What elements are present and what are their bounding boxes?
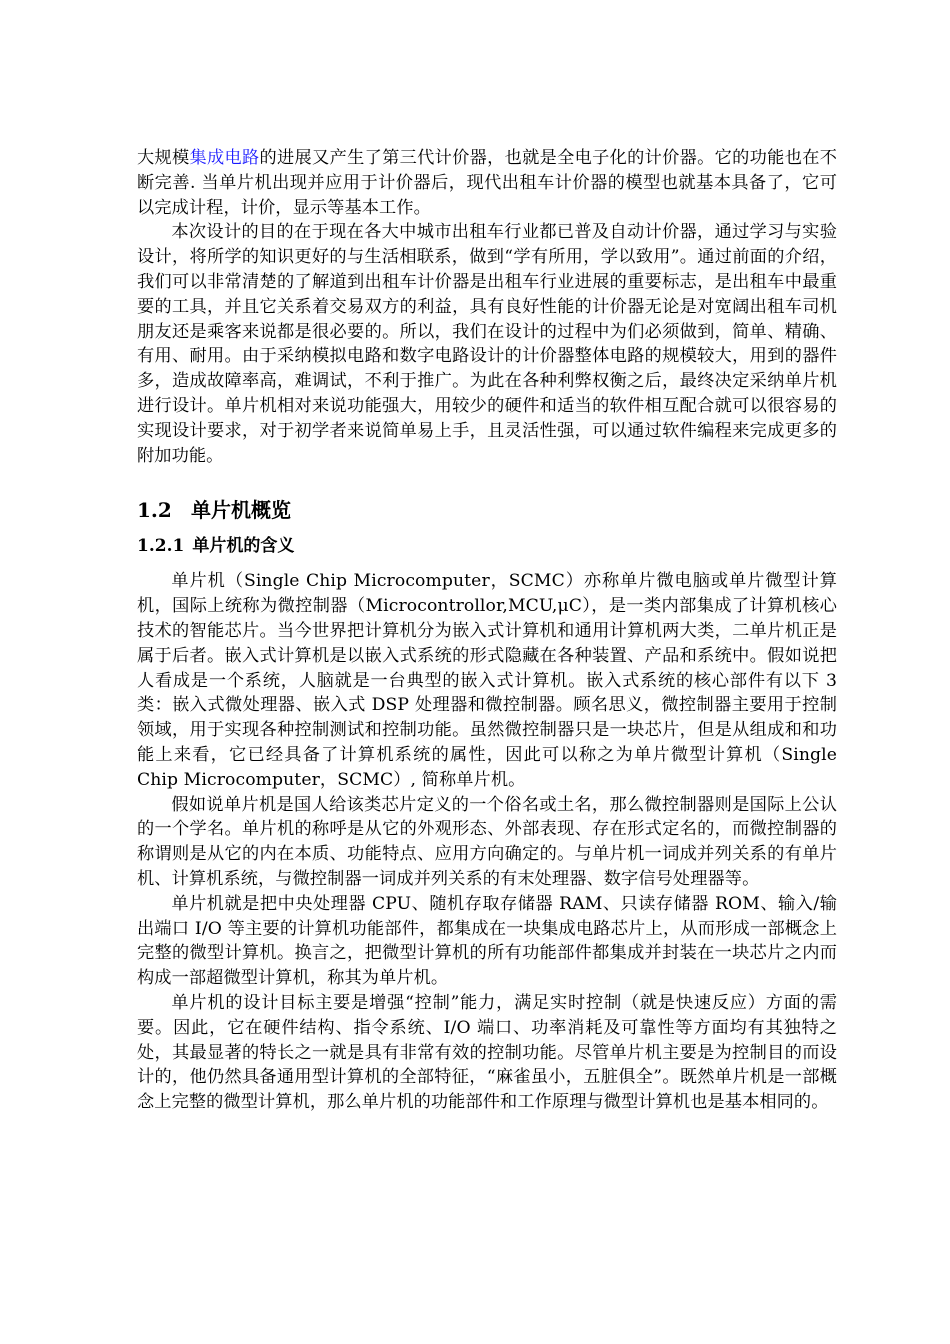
section-number: 1.2: [137, 498, 172, 523]
integrated-circuit-link[interactable]: 集成电路: [189, 148, 260, 168]
paragraph-mcu-definition: 单片机（Single Chip Microcomputer，SCMC）亦称单片微电脑或单片微型计算机，国际上统称为微控制器（Microcontrollor,MCU,μC），是一类内部集成了计算机核心技术的智能芯片。当今世界把计算机分为嵌入式计算机和通用计算机两大类，二单片机正是属于后者。嵌入式计算机是以嵌入式系统的形式隐藏在各种装置、产品和系统中。假如说把人看成是一个系统，人脑就是一台典型的嵌入式计算机。嵌入式系统的核心部件有以下 3 类：嵌入式微处理器、嵌入式 DSP 处理器和微控制器。顾名思义，微控制器主要用于控制领域，用于实现各种控制测试和控制功能。虽然微控制器只是一块芯片，但是从组成和和功能上来看，它已经具备了计算机系统的属性，因此可以称之为单片微型计算机（Single Chip Microcomputer，SCMC）, 简称单片机。: [137, 571, 837, 790]
section-heading: [137, 495, 837, 525]
paragraph-mcu-naming: 假如说单片机是国人给该类芯片定义的一个俗名或土名，那么微控制器则是国际上公认的一个学名。单片机的称呼是从它的外观形态、外部表现、存在形式定名的，而微控制器的称谓则是从它的内在本质、功能特点、应用方向确定的。与单片机一词成并列关系的有单片机、计算机系统，与微控制器一词成并列关系的有末处理器、数字信号处理器等。: [137, 794, 837, 889]
section-title: 单片机概览: [191, 498, 291, 523]
paragraph-intro-continuation: [137, 146, 837, 220]
paragraph-mcu-design-goal: 单片机的设计目标主要是增强“控制”能力，满足实时控制（就是快速反应）方面的需要。因此，它在硬件结构、指令系统、I/O 端口、功率消耗及可靠性等方面均有其独特之处，其最显著的特长之一就是具有非常有效的控制功能。尽管单片机主要是为控制目的而设计的，他仍然具备通用型计算机的全部特征，“麻雀虽小，五脏俱全”。既然单片机是一部概念上完整的微型计算机，那么单片机的功能部件和工作原理与微型计算机也是基本相同的。: [137, 992, 837, 1113]
paragraph-text-after-link: 的进展又产生了第三代计价器，也就是全电子化的计价器。它的功能也在不断完善. 当单片机出现并应用于计价器后，现代出租车计价器的模型也就基本具备了，它可以完成计程，计价，显示等基本工作。: [137, 148, 837, 218]
document-page: [137, 146, 837, 1115]
paragraph-design-purpose: 本次设计的目的在于现在各大中城市出租车行业都已普及自动计价器，通过学习与实验设计，将所学的知识更好的与生活相联系，做到“学有所用，学以致用”。通过前面的介绍，我们可以非常清楚的了解道到出租车计价器是出租车行业进展的重要标志，是出租车中最重要的工具，并且它关系着交易双方的利益，具有良好性能的计价器无论是对宽阔出租车司机朋友还是乘客来说都是很必要的。所以，我们在设计的过程中为们必须做到，简单、精确、有用、耐用。由于采纳模拟电路和数字电路设计的计价器整体电路的规模较大，用到的器件多，造成故障率高，难调试，不利于推广。为此在各种利弊权衡之后，最终决定采纳单片机进行设计。单片机相对来说功能强大，用较少的硬件和适当的软件相互配合就可以很容易的实现设计要求，对于初学者来说简单易上手，且灵活性强，可以通过软件编程来完成更多的附加功能。: [137, 222, 837, 466]
paragraph-text-before-link: 大规模: [137, 148, 190, 168]
subsection-number: 1.2.1: [137, 536, 185, 557]
paragraph-mcu-components: 单片机就是把中央处理器 CPU、随机存取存储器 RAM、只读存储器 ROM、输入/输出端口 I/O 等主要的计算机功能部件，都集成在一块集成电路芯片上，从而形成一部概念上完整的微型计算机。换言之，把微型计算机的所有功能部件都集成并封装在一块芯片之内而构成一部超微型计算机，称其为单片机。: [137, 893, 837, 989]
subsection-heading: [137, 533, 837, 559]
subsection-title: 单片机的含义: [192, 536, 295, 557]
